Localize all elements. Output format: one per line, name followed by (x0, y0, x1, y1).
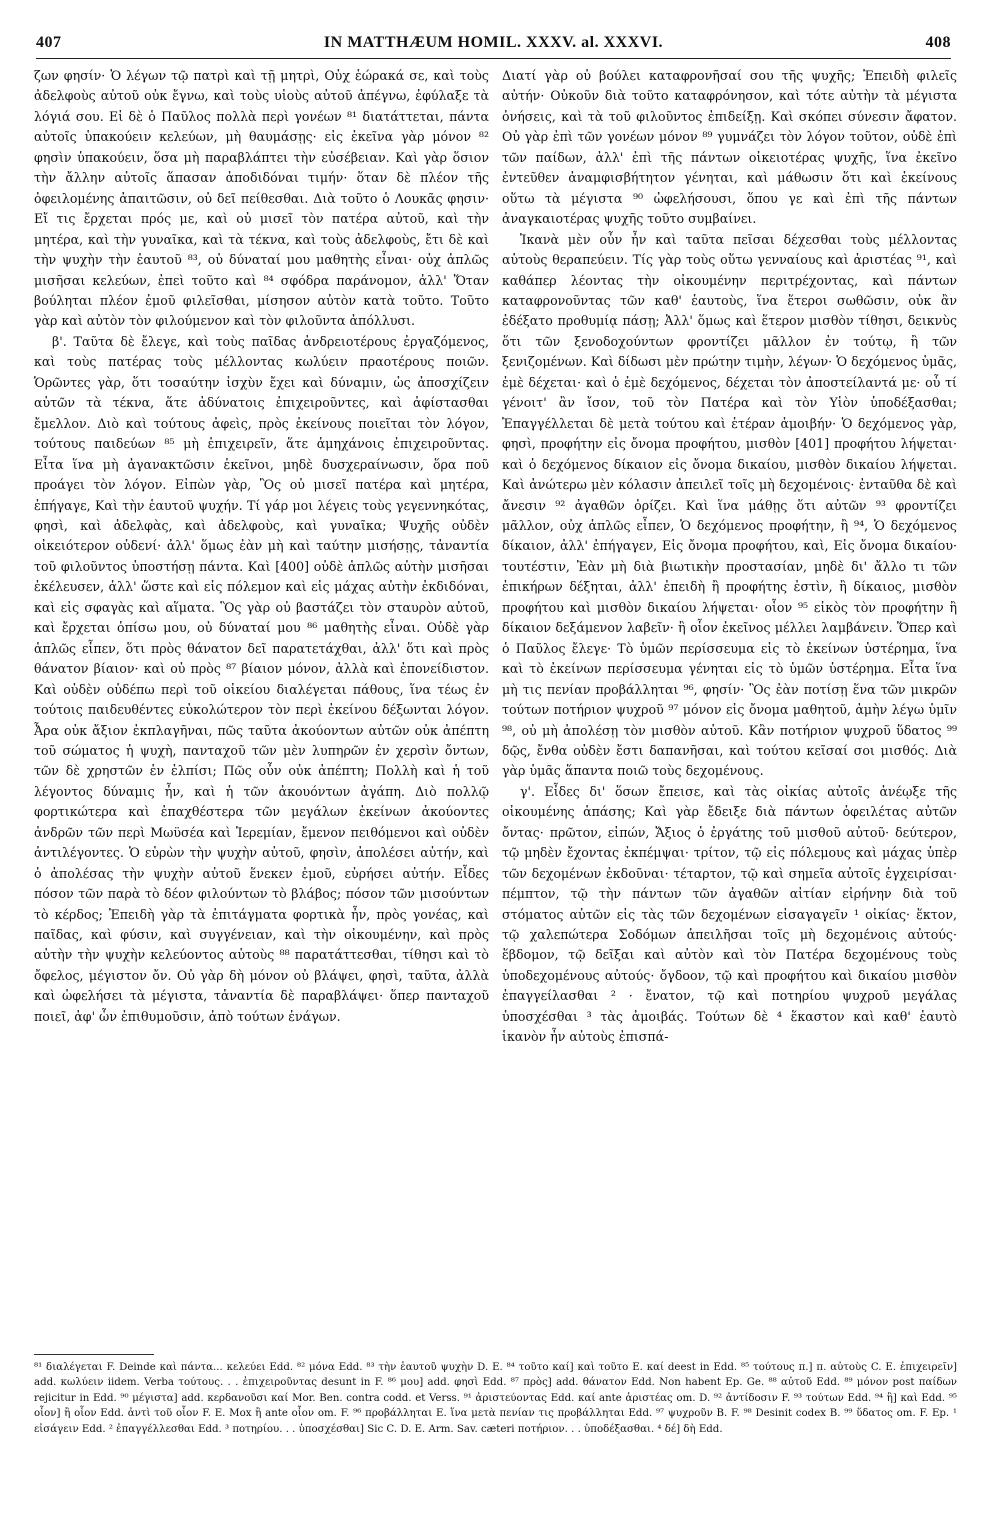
running-title: IN MATTHÆUM HOMIL. XXXV. al. XXXVI. (323, 34, 664, 51)
right-paragraph-2: Ἱκανὰ μὲν οὖν ἦν καὶ ταῦτα πεῖσαι δέχεσθαι τοὺς μέλλοντας αὐτοὺς θεραπεύειν. Τίς γὰρ τοὺς οὕτω γενναίους καὶ ἀριστέας ⁹¹, καὶ καθάπερ λέοντας τὴν οἰκουμένην περιτρέχοντας, καὶ πάντων καταφρονοῦντας τῶν καθ' ἑαυτοὺς, ἵνα ἕτεροι σωθῶσιν, οὐκ ἂν ἐδέξατο προθυμίᾳ πάσῃ; Ἀλλ' ὅμως καὶ ἕτερον μισθὸν τίθησι, δεικνὺς ὅτι τῶν ξενοδοχούντων φροντίζει μᾶλλον ἐν τούτῳ, ἢ τῶν ξενιζομένων. Καὶ δίδωσι μὲν πρώτην τιμὴν, λέγων· Ὁ δεχόμενος ὑμᾶς, ἐμὲ δέχεται· καὶ ὁ ἐμὲ δεχόμενος, δέχεται τὸν ἀποστείλαντά με· οὗ τί γένοιτ' ἂν ἴσον, τοῦ τὸν Πατέρα καὶ τὸν Υἱὸν ὑποδέξασθαι; Ἐπαγγέλλεται δὲ μετὰ τούτου καὶ ἑτέραν ἀμοιβήν· Ὁ δεχόμενος γὰρ, φησὶ, προφήτην εἰς ὄνομα προφήτου, μισθὸν [401] προφήτου λήψεται· καὶ ὁ δεχόμενος δίκαιον εἰς ὄνομα δικαίου, μισθὸν δικαίου λήψεται. Καὶ ἀνώτερω μὲν κόλασιν ἀπειλεῖ τοῖς μὴ δεχομένοις· ἐνταῦθα δὲ καὶ ἄνεσιν ⁹² ἀγαθῶν ὁρίζει. Καὶ ἵνα μάθῃς ὅτι αὐτῶν ⁹³ φροντίζει μᾶλλον, οὐχ ἁπλῶς εἶπεν, Ὁ δεχόμενος προφήτην, ἢ ⁹⁴, Ὁ δεχόμενος δίκαιον, ἀλλ' ἐπήγαγεν, Εἰς ὄνομα προφήτου, καὶ, Εἰς ὄνομα δικαίου· τουτέστιν, Ἐὰν μὴ διὰ βιωτικὴν προστασίαν, μηδὲ δι' ἄλλο τι τῶν ἐπικήρων δέξηται, ἀλλ' ἐπειδὴ ἢ προφήτης ἐστὶν, ἢ δίκαιος, μισθὸν προφήτου καὶ μισθὸν δικαίου λήψεται· οἷον ⁹⁵ εἰκὸς τὸν προφήτην ἢ δίκαιον δεξάμενον λαβεῖν· ἢ οἷον ἐκεῖνος μέλλει λαμβάνειν. Ὅπερ καὶ ὁ Παῦλος ἔλεγε· Τὸ ὑμῶν περίσσευμα εἰς τὸ ἐκείνων ὑστέρημα, ἵνα καὶ τὸ ἐκείνων περίσσευμα γένηται εἰς τὸ ὑμῶν ὑστέρημα. Εἶτα ἵνα μὴ τις πενίαν προβάλληται ⁹⁶, φησίν· Ὃς ἐὰν ποτίσῃ ἕνα τῶν μικρῶν τούτων ποτήριον ψυχροῦ ⁹⁷ μόνον εἰς ὄνομα μαθητοῦ, ἀμὴν λέγω ὑμῖν ⁹⁸, οὐ μὴ ἀπολέσῃ τὸν μισθὸν αὐτοῦ. Κἂν ποτήριον ψυχροῦ ὕδατος ⁹⁹ δῷς, ἔνθα οὐδὲν ἔστι δαπανῆσαι, καὶ τούτου κεῖσαί σοι μισθός. Διὰ γὰρ ὑμᾶς ἅπαντα ποιῶ τοὺς δεχομένους. (502, 231, 957, 779)
left-paragraph-1: ζων φησίν· Ὁ λέγων τῷ πατρὶ καὶ τῇ μητρὶ, Οὐχ ἑώρακά σε, καὶ τοὺς ἀδελφοὺς αὐτοῦ οὐκ ἔγνω, καὶ τοὺς υἱοὺς αὐτοῦ ἀπέγνω, ἐφύλαξε τὰ λόγιά σου. Εἰ δὲ ὁ Παῦλος πολλὰ περὶ γονέων ⁸¹ διατάττεται, πάντα αὐτοῖς ὑπακούειν κελεύων, μὴ θαυμάσῃς· εἰς ἐκεῖνα γὰρ μόνον ⁸² φησὶν ὑπακούειν, ὅσα μὴ παραβλάπτει τὴν εὐσέβειαν. Καὶ γὰρ ὅσιον τὴν ἄλλην αὐτοῖς ἅπασαν ἀποδιδόναι τιμήν· ὅταν δὲ πλέον τῆς ὀφειλομένης ἀπαιτῶσιν, οὐ δεῖ πείθεσθαι. Διὰ τοῦτο ὁ Λουκᾶς φησιν· Εἴ τις ἔρχεται πρός με, καὶ οὐ μισεῖ τὸν πατέρα αὐτοῦ, καὶ τὴν μητέρα, καὶ τὴν γυναῖκα, καὶ τὰ τέκνα, καὶ τοὺς ἀδελφοὺς, ἔτι δὲ καὶ τὴν ψυχὴν τὴν ἑαυτοῦ ⁸³, οὐ δύναταί μου μαθητὴς εἶναι· οὐχ ἁπλῶς μισῆσαι κελεύων, ἐπεὶ τοῦτο καὶ ⁸⁴ σφόδρα παράνομον, ἀλλ' Ὅταν βούληται πλέον ἐμοῦ φιλεῖσθαι, μίσησον αὐτὸν κατὰ τοῦτο. Τοῦτο γὰρ καὶ αὐτὸν τὸν φιλούμενον καὶ τὸν φιλοῦντα ἀπόλλυσι. (34, 68, 489, 329)
page-number-left: 407 (36, 34, 62, 51)
running-header (36, 34, 951, 59)
left-paragraph-2: β'. Ταῦτα δὲ ἔλεγε, καὶ τοὺς παῖδας ἀνδρειοτέρους ἐργαζόμενος, καὶ τοὺς πατέρας τοὺς μέλλοντας κωλύειν πραοτέρους ποιῶν. Ὁρῶντες γὰρ, ὅτι τοσαύτην ἰσχὺν ἔχει καὶ δύναμιν, ὡς ἀποσχίζειν αὐτῶν τὰ τέκνα, ἅτε ἀδύνατοις ἐπιχειροῦντες, καὶ ἀφίστασθαι ἔμελλον. Διὸ καὶ τούτους ἀφεὶς, πρὸς ἐκείνους ποιεῖται τὸν λόγον, τούτους παιδεύων ⁸⁵ μὴ ἐπιχειρεῖν, ἅτε ἀμηχάνοις ἐπιχειροῦντας. Εἶτα ἵνα μὴ ἀγανακτῶσιν ἐκεῖνοι, μηδὲ δυσχεραίνωσιν, ὅρα ποῦ προάγει τὸν λόγον. Εἰπὼν γὰρ, Ὃς οὐ μισεῖ πατέρα καὶ μητέρα, ἐπήγαγε, Καὶ τὴν ἑαυτοῦ ψυχήν. Τί γάρ μοι λέγεις τοὺς γεγεννηκότας, φησὶ, καὶ ἀδελφὰς, καὶ ἀδελφοὺς, καὶ γυναῖκα; Ψυχῆς οὐδὲν οἰκειότερον οὐδενί· ἀλλ' ὅμως ἐὰν μὴ καὶ ταύτην μισήσῃς, τἀναντία τοῦ φιλοῦντος ὑποστήσῃ πάντα. Καὶ [400] οὐδὲ ἁπλῶς αὐτὴν μισῆσαι ἐκέλευσεν, ἀλλ' ὥστε καὶ εἰς πόλεμον καὶ εἰς μάχας αὐτὴν ἐκδιδόναι, καὶ εἰς σφαγὰς καὶ αἵματα. Ὃς γὰρ οὐ βαστάζει τὸν σταυρὸν αὐτοῦ, καὶ ἔρχεται ὀπίσω μου, οὐ δύναταί μου ⁸⁶ μαθητὴς εἶναι. Οὐδὲ γὰρ ἁπλῶς εἶπεν, ὅτι πρὸς θάνατον δεῖ παρατετάχθαι, ἀλλ' ὅτι καὶ πρὸς θάνατον βίαιον· καὶ οὐ πρὸς ⁸⁷ βίαιον μόνον, ἀλλὰ καὶ ἐπονείδιστον. Καὶ οὐδὲν οὐδέπω περὶ τοῦ οἰκείου διαλέγεται πάθους, ἵνα τέως ἐν τούτοις παιδευθέντες εὐκολώτερον τὸν περὶ ἐκείνου δέξωνται λόγον. Ἆρα οὐκ ἄξιον ἐκπλαγῆναι, πῶς ταῦτα ἀκούοντων αὐτῶν οὐκ ἀπέπτη τοῦ σώματος ἡ ψυχὴ, πανταχοῦ τῶν μὲν λυπηρῶν ἐν χερσὶν ὄντων, τῶν δὲ χρηστῶν ἐν ἐλπίσι; Πῶς οὖν οὐκ ἀπέπτη; Πολλὴ καὶ ἡ τοῦ λέγοντος δύναμις ἦν, καὶ ἡ τῶν ἀκουόντων ἀγάπη. Διὸ πολλῷ φορτικώτερα καὶ ἐπαχθέστερα τῶν μεγάλων ἐκείνων ἀκούοντες ἀνδρῶν τῶν περὶ Μωϋσέα καὶ Ἱερεμίαν, ἔμενον πειθόμενοι καὶ οὐδὲν ἀντιλέγοντες. Ὁ εὑρὼν τὴν ψυχὴν αὐτοῦ, φησὶν, ἀπολέσει αὐτήν, καὶ ὁ ἀπολέσας τὴν ψυχὴν αὐτοῦ ἕνεκεν ἐμοῦ, εὑρήσει αὐτήν. Εἶδες πόσον τῶν παρὰ τὸ δέον φιλούντων τὸ βλάβος; πόσον τῶν μισούντων τὸ κέρδος; Ἐπειδὴ γὰρ τὰ ἐπιτάγματα φορτικὰ ἦν, πρὸς γονέας, καὶ παῖδας, καὶ φύσιν, καὶ συγγένειαν, καὶ τὴν οἰκουμένην, καὶ πρὸς αὐτὴν τὴν ψυχὴν κελεύοντος αὐτοὺς ⁸⁸ παρατάττεσθαι, τίθησι καὶ τὸ ὄφελος, μέγιστον ὄν. Οὐ γὰρ δὴ μόνον οὐ βλάψει, φησὶ, ταῦτα, ἀλλὰ καὶ ὠφελήσει τὰ μέγιστα, τἀναντία δὲ παραβλάψει· ὅπερ πανταχοῦ ποιεῖ, ἀφ' ὧν ἐπιθυμοῦσιν, ἀπὸ τούτων ἐνάγων. (34, 333, 489, 1024)
footnote-rule (34, 1354, 154, 1355)
right-column (502, 66, 957, 1354)
footnote-text: ⁸¹ διαλέγεται F. Deinde καὶ πάντα... κελεύει Edd. ⁸² μόνα Edd. ⁸³ τὴν ἑαυτοῦ ψυχὴν D. E. ⁸⁴ τοῦτο καί] καὶ τοῦτο E. καί deest in Edd. ⁸⁵ τούτους π.] π. αὐτοὺς C. E. ἐπιχειρεῖν] add. κωλύειν iidem. Verba τούτους. . . ἐπιχειροῦντας desunt in F. ⁸⁶ μου] add. φησὶ Edd. ⁸⁷ πρὸς] add. θάνατον Edd. Non habent Ep. Ge. ⁸⁸ αὐτοῦ Edd. ⁸⁹ μόνον post παίδων rejicitur in Edd. ⁹⁰ μέγιστα] add. κερδανοῦσι καί Mor. Ben. contra codd. et Verss. ⁹¹ ἀριστεύοντας Edd. καί ante ἀριστέας om. D. ⁹² ἀντίδοσιν F. ⁹³ τούτων Edd. ⁹⁴ ἢ] καὶ Edd. ⁹⁵ οἷον] ἢ οἷον Edd. ἀντὶ τοῦ οἷον F. E. Mox ἢ ante οἷον om. F. ⁹⁶ προβάλληται E. ἵνα μετὰ πενίαν τις προβάλληται Edd. ⁹⁷ ψυχροῦν B. F. ⁹⁸ Desinit codex B. ⁹⁹ ὕδατος om. F. Ep. ¹ εἰσάγειν Edd. ² ἐπαγγέλλεσθαι Edd. ³ ποτηρίου. . . ὑποσχέσθαι] Sic C. D. E. Arm. Sav. cæteri ποτήριον. . . ὑποδέξασθαι. ⁴ δέ] δὴ Edd. (34, 1362, 957, 1435)
page-number-right: 408 (925, 34, 951, 51)
right-paragraph-3: γ'. Εἶδες δι' ὅσων ἔπεισε, καὶ τὰς οἰκίας αὐτοῖς ἀνέῳξε τῆς οἰκουμένης ἁπάσης; Καὶ γὰρ ἔδειξε διὰ πάντων ὀφειλέτας αὐτῶν ὄντας· πρῶτον, εἰπών, Ἄξιος ὁ ἐργάτης τοῦ μισθοῦ αὐτοῦ· δεύτερον, τῷ μηδὲν ἔχοντας ἐκπέμψαι· τρίτον, τῷ εἰς πόλεμους καὶ μάχας ὑπὲρ τῶν δεχομένων ἐκδοῦναι· τέταρτον, τῷ καὶ σημεῖα αὐτοῖς ἐγχειρίσαι· πέμπτον, τῷ τὴν πάντων τῶν ἀγαθῶν αἰτίαν εἰρήνην διὰ τοῦ στόματος αὐτῶν εἰς τὰς τῶν δεχομένων εἰσαγαγεῖν ¹ οἰκίας· ἕκτον, τῷ χαλεπώτερα Σοδόμων ἀπειλῆσαι τοῖς μὴ δεχομένοις αὐτούς· ἕβδομον, τῷ δεῖξαι καὶ αὐτὸν καὶ τὸν Πατέρα δεχομένους τοὺς ὑποδεχομένους αὐτούς· ὄγδοον, τῷ καὶ προφήτου καὶ δικαίου μισθὸν ἐπαγγείλασθαι ² · ἔνατον, τῷ καὶ ποτηρίου ψυχροῦ μεγάλας ὑποσχέσθαι ³ τὰς ἀμοιβάς. Τούτων δὲ ⁴ ἕκαστον καὶ καθ' ἑαυτὸ ἱκανὸν ἦν αὐτοὺς ἐπισπά- (502, 783, 957, 1045)
left-column (34, 66, 489, 1354)
footnotes (34, 1360, 957, 1437)
right-paragraph-1: Διατί γὰρ οὐ βούλει καταφρονῆσαί σου τῆς ψυχῆς; Ἐπειδὴ φιλεῖς αὐτήν· Οὐκοῦν διὰ τοῦτο καταφρόνησον, καὶ τότε αὐτὴν τὰ μέγιστα ὀνήσεις, καὶ τὰ τοῦ φιλοῦντος ἐπιδείξῃ. Καὶ σκόπει σύνεσιν ἄφατον. Οὐ γὰρ ἐπὶ τῶν γονέων μόνον ⁸⁹ γυμνάζει τὸν λόγον τοῦτον, οὐδὲ ἐπὶ τῶν παίδων, ἀλλ' ἐπὶ τῆς πάντων οἰκειοτέρας ψυχῆς, ἵνα ἐκεῖνο ἐντεῦθεν ἀναμφισβήτητον γένηται, καὶ μάθωσιν ὅτι καὶ ἐκείνους οὕτω τὰ μέγιστα ⁹⁰ ὠφελήσουσι, ὅπου γε καὶ ἐπὶ τῆς πάντων ἀναγκαιοτέρας ψυχῆς τοῦτο συμβαίνει. (502, 68, 957, 227)
